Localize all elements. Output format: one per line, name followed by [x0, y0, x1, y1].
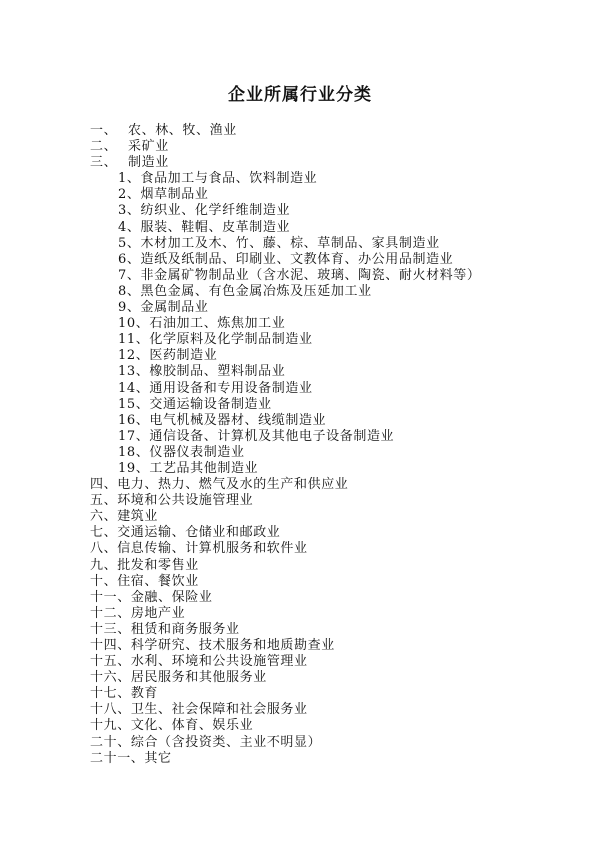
sub-list-item	[0, 300, 600, 316]
item-label: 居民服务和其他服务业	[130, 670, 267, 686]
list-item	[0, 654, 600, 670]
item-label: 非金属矿物制品业（含水泥、玻璃、陶瓷、耐火材料等）	[140, 267, 481, 283]
item-number: 8、	[118, 283, 141, 299]
sub-list-item	[0, 413, 600, 429]
sub-list-item	[0, 445, 600, 461]
item-number: 十一、	[90, 589, 131, 605]
list-item	[0, 155, 600, 171]
item-number: 6、	[118, 251, 141, 267]
item-label: 服装、鞋帽、皮革制造业	[140, 219, 291, 235]
item-label: 卫生、社会保障和社会服务业	[130, 702, 308, 718]
item-number: 十、	[90, 573, 118, 589]
item-label: 工艺品其他制造业	[149, 460, 259, 476]
list-item	[0, 670, 600, 686]
item-label: 通信设备、计算机及其他电子设备制造业	[149, 428, 395, 444]
list-item	[0, 735, 600, 751]
item-number: 五、	[90, 493, 118, 509]
item-label: 住宿、餐饮业	[117, 573, 199, 589]
item-number: 七、	[90, 525, 118, 541]
item-label: 文化、体育、娱乐业	[130, 718, 254, 734]
list-item	[0, 622, 600, 638]
item-label: 农、林、牧、渔业	[128, 123, 237, 138]
item-label: 环境和公共设施管理业	[117, 493, 254, 509]
item-number: 1、	[118, 171, 141, 187]
list-item	[0, 541, 600, 557]
item-number: 7、	[118, 267, 141, 283]
list-item	[0, 590, 600, 606]
item-number: 一、	[90, 123, 118, 138]
item-number: 二、	[90, 139, 118, 155]
item-label: 黑色金属、有色金属冶炼及压延加工业	[140, 283, 372, 299]
list-item	[0, 751, 600, 767]
item-number: 14、	[118, 380, 150, 396]
item-number: 四、	[90, 477, 118, 493]
list-item	[0, 606, 600, 622]
sub-list-item	[0, 316, 600, 332]
item-label: 房地产业	[130, 605, 186, 621]
list-item	[0, 558, 600, 574]
sub-list-item	[0, 252, 600, 268]
item-label: 烟草制品业	[140, 187, 209, 203]
sub-list-item	[0, 220, 600, 236]
item-label: 教育	[130, 686, 159, 702]
item-label: 其它	[144, 750, 172, 766]
item-label: 石油加工、炼焦加工业	[149, 316, 286, 332]
item-label: 批发和零售业	[117, 557, 199, 573]
item-number: 16、	[118, 412, 150, 428]
list-item	[0, 525, 600, 541]
item-number: 17、	[118, 428, 150, 444]
list-item	[0, 139, 600, 155]
list-item	[0, 574, 600, 590]
item-number: 3、	[118, 203, 141, 219]
item-label: 医药制造业	[149, 348, 218, 364]
page-title: 企业所属行业分类	[228, 85, 372, 105]
list-item	[0, 509, 600, 525]
item-label: 科学研究、技术服务和地质勘查业	[130, 638, 335, 653]
item-label: 电气机械及器材、线缆制造业	[149, 412, 327, 428]
sub-list-item	[0, 268, 600, 284]
item-label: 综合（含投资类、主业不明显）	[130, 734, 322, 750]
item-label: 建筑业	[117, 509, 159, 525]
item-number: 十七、	[90, 686, 131, 702]
item-number: 4、	[118, 219, 141, 235]
item-number: 九、	[90, 557, 118, 573]
item-number: 9、	[118, 300, 141, 316]
item-number: 三、	[90, 155, 118, 171]
item-number: 10、	[118, 316, 150, 332]
item-number: 十四、	[90, 638, 131, 653]
sub-list-item	[0, 461, 600, 477]
item-number: 十六、	[90, 670, 131, 686]
item-label: 造纸及纸制品、印刷业、文教体育、办公用品制造业	[140, 251, 454, 267]
item-label: 食品加工与食品、饮料制造业	[140, 171, 318, 187]
item-label: 采矿业	[128, 139, 169, 155]
item-number: 19、	[118, 460, 150, 476]
item-label: 木材加工及木、竹、藤、棕、草制品、家具制造业	[140, 235, 440, 251]
item-label: 交通运输、仓储业和邮政业	[117, 525, 281, 541]
item-label: 水利、环境和公共设施管理业	[130, 654, 308, 670]
list-item	[0, 718, 600, 734]
item-number: 5、	[118, 235, 141, 251]
list-item	[0, 493, 600, 509]
industry-list	[0, 123, 600, 767]
item-number: 12、	[118, 348, 150, 364]
sub-list-item	[0, 364, 600, 380]
item-label: 纺织业、化学纤维制造业	[140, 203, 291, 219]
sub-list-item	[0, 348, 600, 364]
sub-list-item	[0, 332, 600, 348]
list-item	[0, 123, 600, 139]
item-number: 二十一、	[90, 750, 145, 766]
item-label: 化学原料及化学制品制造业	[149, 332, 313, 348]
item-label: 仪器仪表制造业	[149, 444, 245, 460]
list-item	[0, 638, 600, 654]
sub-list-item	[0, 236, 600, 252]
item-number: 15、	[118, 396, 150, 412]
item-label: 交通运输设备制造业	[149, 396, 272, 412]
item-number: 十五、	[90, 654, 131, 670]
sub-list-item	[0, 284, 600, 300]
sub-list-item	[0, 397, 600, 413]
item-number: 十九、	[90, 718, 131, 734]
item-label: 金属制品业	[140, 300, 209, 316]
sub-list-item	[0, 203, 600, 219]
item-label: 橡胶制品、塑料制品业	[149, 364, 286, 380]
item-number: 八、	[90, 541, 118, 557]
item-number: 13、	[118, 364, 150, 380]
sub-list-item	[0, 171, 600, 187]
item-number: 六、	[90, 509, 118, 525]
item-number: 11、	[118, 332, 150, 348]
item-label: 通用设备和专用设备制造业	[149, 380, 313, 396]
item-number: 2、	[118, 187, 141, 203]
item-number: 18、	[118, 444, 150, 460]
item-label: 金融、保险业	[130, 589, 213, 605]
item-number: 十八、	[90, 702, 131, 718]
item-label: 信息传输、计算机服务和软件业	[117, 541, 308, 557]
item-label: 制造业	[128, 155, 169, 171]
sub-list-item	[0, 429, 600, 445]
item-label: 租赁和商务服务业	[130, 621, 240, 637]
sub-list-item	[0, 381, 600, 397]
item-label: 电力、热力、燃气及水的生产和供应业	[117, 477, 349, 493]
list-item	[0, 686, 600, 702]
item-number: 十三、	[90, 621, 131, 637]
list-item	[0, 477, 600, 493]
item-number: 二十、	[90, 734, 131, 750]
sub-list-item	[0, 187, 600, 203]
item-number: 十二、	[90, 605, 131, 621]
list-item	[0, 702, 600, 718]
